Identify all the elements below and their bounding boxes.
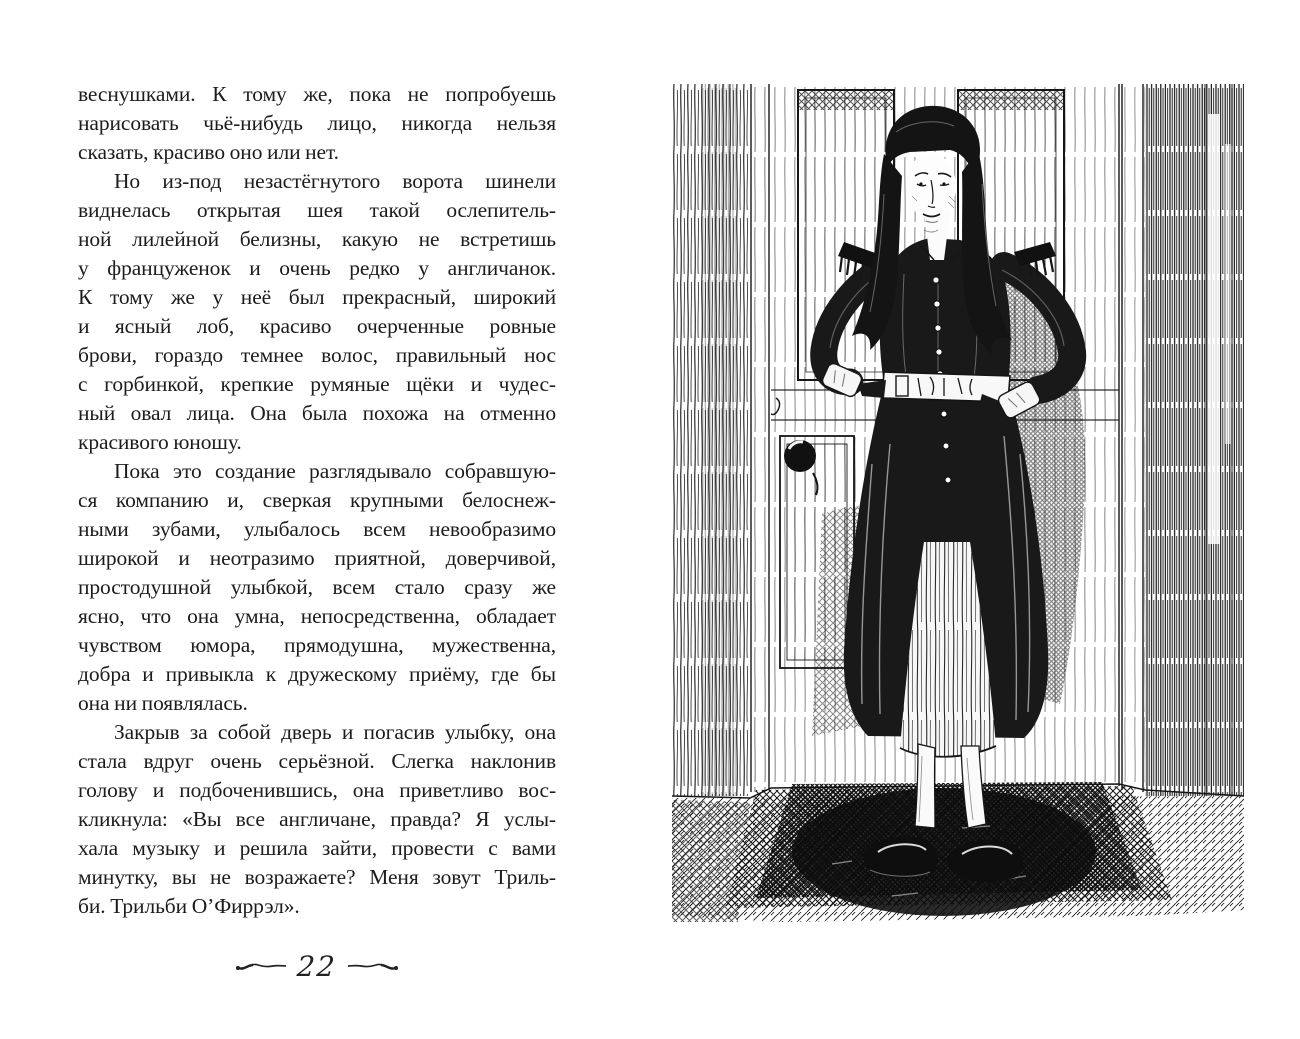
text-line: Пока это создание разглядывало собравшую- <box>114 459 556 483</box>
text-line: кликнула: «Вы все англичане, правда? Я услы- <box>78 807 556 831</box>
text-line: добра и привыкла к дружескому приёму, где бы <box>78 662 556 686</box>
text-column <box>78 80 556 921</box>
text-line: ясно, что она умна, непосредственна, обладает <box>78 604 556 628</box>
text-line: веснушками. К тому же, пока не попробуешь <box>78 82 556 106</box>
illustration-trilby-engraving <box>672 84 1244 922</box>
page-number-row <box>78 944 556 988</box>
paragraph <box>78 718 556 921</box>
paragraph <box>78 80 556 167</box>
text-line: у француженок и очень редко у англичанок. <box>78 256 556 280</box>
text-line: простодушной улыбкой, всем стало сразу же <box>78 575 556 599</box>
page-number: 22 <box>296 949 338 983</box>
text-line: широкой и неотразимо приятной, доверчивой, <box>78 546 556 570</box>
text-line: хала музыку и решила зайти, провести с вами <box>78 836 556 860</box>
text-line: чувством юмора, прямодушна, мужественна, <box>78 633 556 657</box>
text-line: нарисовать чьё-нибудь лицо, никогда нельзя <box>78 111 556 135</box>
text-line: К тому же у неё был прекрасный, широкий <box>78 285 556 309</box>
text-line: брови, гораздо темнее волос, правильный нос <box>78 343 556 367</box>
text-line: с горбинкой, крепкие румяные щёки и чудес- <box>78 372 556 396</box>
text-line: красивого юношу. <box>78 430 242 454</box>
text-line: она ни появлялась. <box>78 691 248 715</box>
text-line: би. Трильби О’Фиррэл». <box>78 894 300 918</box>
text-line: ной лилейной белизны, какую не встретишь <box>78 227 556 251</box>
paragraph <box>78 167 556 457</box>
text-line: стала вдруг очень серьёзной. Слегка наклонив <box>78 749 556 773</box>
text-line: ся компанию и, сверкая крупными белоснеж- <box>78 488 556 512</box>
text-line: виднелась открытая шея такой ослепитель- <box>78 198 556 222</box>
text-line: минутку, вы не возражаете? Меня зовут Триль- <box>78 865 556 889</box>
text-line: и ясный лоб, красиво очерченные ровные <box>78 314 556 338</box>
text-line: сказать, красиво оно или нет. <box>78 140 339 164</box>
text-line: голову и подбоченившись, она приветливо вос- <box>78 778 556 802</box>
flourish-left-icon <box>235 958 287 974</box>
text-line: ный овал лица. Она была похожа на отменно <box>78 401 556 425</box>
text-line: ными зубами, улыбалось всем невообразимо <box>78 517 556 541</box>
paragraph <box>78 457 556 718</box>
text-line: Закрыв за собой дверь и погасив улыбку, она <box>114 720 556 744</box>
flourish-right-icon <box>347 958 399 974</box>
text-line: Но из-под незастёгнутого ворота шинели <box>114 169 556 193</box>
